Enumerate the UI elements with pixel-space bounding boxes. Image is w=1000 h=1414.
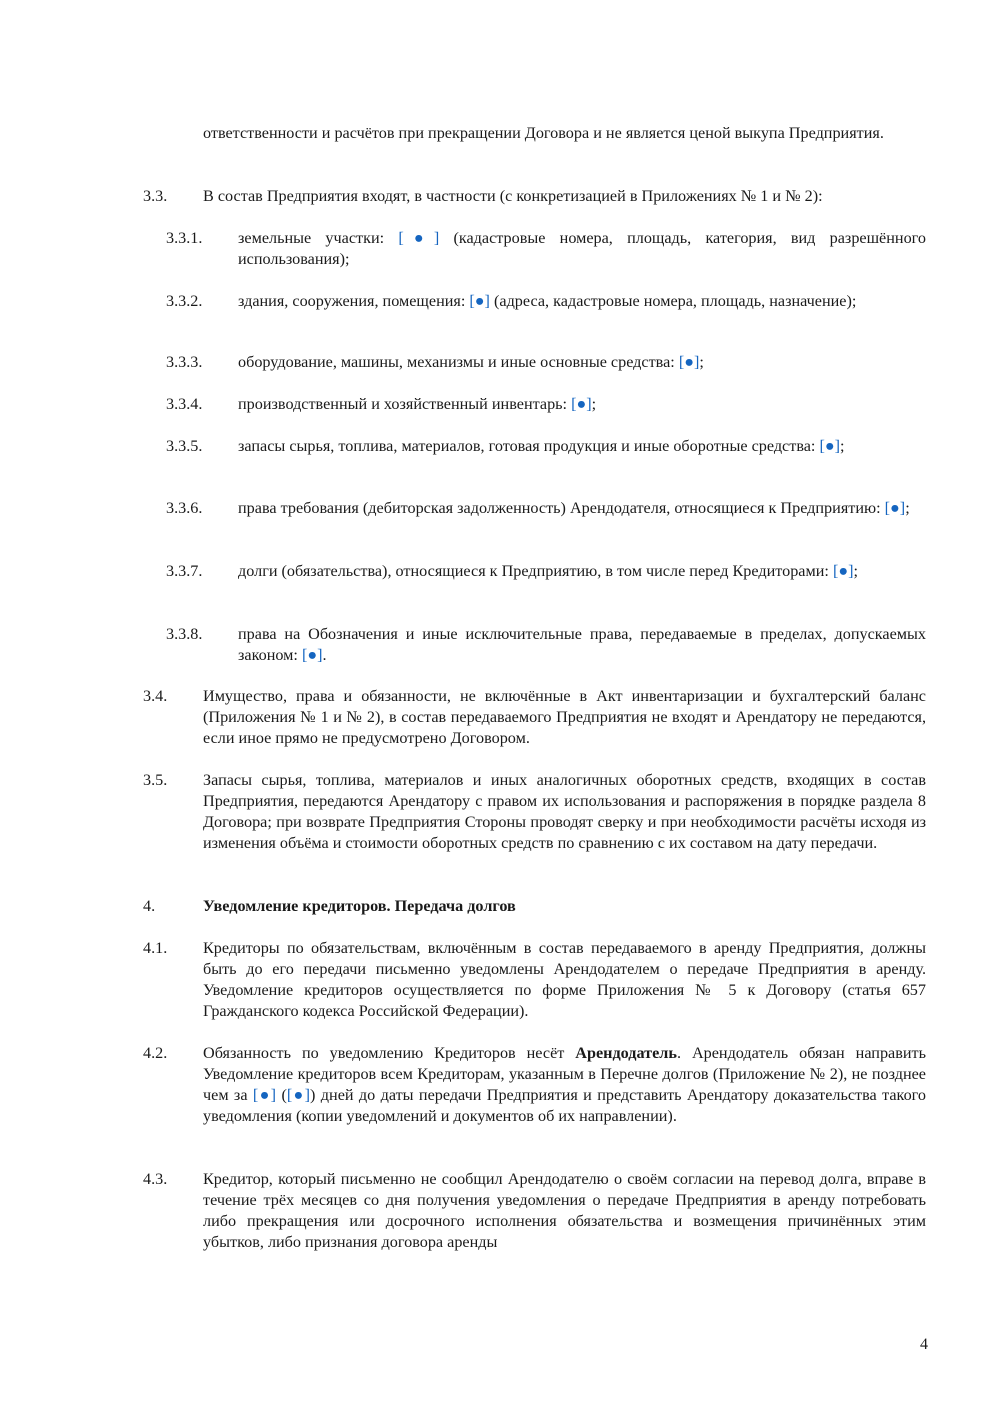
text-run: ( — [276, 1086, 287, 1104]
text-run: ; — [840, 437, 845, 455]
clause-3-3-1-text — [238, 228, 926, 270]
placeholder-marker: [●] — [398, 229, 440, 247]
continuation-paragraph: ответственности и расчётов при прекращении Договора и не является ценой выкупа Предприятия. — [203, 124, 884, 142]
text-run: ; — [853, 562, 858, 580]
text-run: здания, сооружения, помещения: — [238, 292, 470, 310]
clause-number: 3.5. — [143, 771, 168, 789]
clause-3-3-4-text — [238, 394, 926, 415]
text-run: ) дней до даты передачи Предприятия и представить Арендатору доказательства такого уведомления (копии уведомлений и документов об их направлении). — [203, 1086, 927, 1125]
clause-3-3-5-text — [238, 436, 926, 457]
placeholder-marker: [●] — [469, 292, 490, 310]
clause-number: 3.3.3. — [166, 353, 203, 371]
text-run: долги (обязательства), относящиеся к Предприятию, в том числе перед Кредиторами: — [238, 562, 833, 580]
clause-3-4-text: Имущество, права и обязанности, не включённые в Акт инвентаризации и бухгалтерский баланс (Приложения № 1 и № 2), в состав передаваемого Предприятия не входят и Арендатору не передаются, если иное прямо не предусмотрено Договором. — [203, 687, 926, 747]
clause-4-1-text: Кредиторы по обязательствам, включённым в состав передаваемого в аренду Предприятия, должны быть до его передачи письменно уведомлены Арендодателем о передаче Предприятия в аренду. Уведомление кредиторов осуществляется по форме Приложения № 5 к Договору (статья 657 Гражданского кодекса Российской Федерации). — [203, 939, 926, 1020]
clause-number: 4.3. — [143, 1170, 168, 1188]
text-run: (адреса, кадастровые номера, площадь, назначение); — [489, 292, 857, 310]
clause-3-3-text: В состав Предприятия входят, в частности (с конкретизацией в Приложениях № 1 и № 2): — [203, 187, 823, 205]
text-run: (кадастровые номера, площадь, категория, вид разрешённого использования); — [238, 229, 926, 268]
clause-number: 3.3.5. — [166, 437, 203, 455]
clause-number: 3.3. — [143, 187, 168, 205]
placeholder-marker: [●] — [832, 562, 854, 580]
section-4-title: Уведомление кредиторов. Передача долгов — [203, 897, 516, 915]
placeholder-marker: [●] — [252, 1086, 277, 1104]
clause-number: 4.2. — [143, 1044, 168, 1062]
text-run: . Арендодатель обязан направить Уведомление кредиторов всем Кредиторам, указанным в Перечне долгов (Приложение № 2), не позднее чем за — [203, 1044, 926, 1104]
placeholder-marker: [●] — [819, 437, 841, 455]
clause-3-3-6-text — [238, 498, 926, 519]
placeholder-marker: [●] — [571, 395, 592, 413]
text-run: оборудование, машины, механизмы и иные основные средства: — [238, 353, 679, 371]
text-run: ; — [591, 395, 597, 413]
placeholder-marker: [●] — [884, 499, 906, 517]
text-run: права на Обозначения и иные исключительные права, передаваемые в пределах, допускаемых законом: — [238, 625, 926, 664]
clause-number: 3.3.2. — [166, 292, 203, 310]
clause-number: 3.4. — [143, 687, 168, 705]
text-run: . — [322, 646, 327, 664]
clause-number: 3.3.4. — [166, 395, 203, 413]
clause-4-2-text — [203, 1043, 926, 1127]
placeholder-marker: [●] — [678, 353, 700, 371]
section-number: 4. — [143, 897, 156, 915]
clause-3-5-text: Запасы сырья, топлива, материалов и иных аналогичных оборотных средств, входящих в состав Предприятия, передаются Арендатору с правом их использования и распоряжения в порядке раздела 8 Договора; при возврате Предприятия Стороны проводят сверку и при необходимости расчёты исходя из изменения объёма и стоимости оборотных средств по сравнению с их составом на дату передачи. — [203, 771, 926, 852]
text-run: производственный и хозяйственный инвентарь: — [238, 395, 572, 413]
text-run: земельные участки: — [238, 229, 399, 247]
clause-3-3-3-text — [238, 352, 926, 373]
placeholder-marker: [●] — [286, 1086, 311, 1104]
page-number: 4 — [920, 1336, 928, 1353]
text-run: Обязанность по уведомлению Кредиторов несёт — [203, 1044, 576, 1062]
bold-term: Арендодатель — [575, 1044, 677, 1062]
clause-3-3-2-text — [238, 291, 926, 312]
clause-4-3-text: Кредитор, который письменно не сообщил Арендодателю о своём согласии на перевод долга, вправе в течение трёх месяцев со дня получения уведомления о передаче Предприятия в аренду потребовать либо прекращения или досрочного исполнения обязательства и возмещения причинённых этим убытков, либо признания договора аренды — [203, 1170, 926, 1251]
placeholder-marker: [●] — [301, 646, 323, 664]
text-run: ; — [905, 499, 910, 517]
text-run: запасы сырья, топлива, материалов, готовая продукция и иные оборотные средства: — [238, 437, 820, 455]
clause-3-3-7-text — [238, 561, 926, 582]
text-run: права требования (дебиторская задолженность) Арендодателя, относящиеся к Предприятию: — [238, 499, 885, 517]
clause-3-3-8-text — [238, 624, 926, 666]
clause-number: 3.3.6. — [166, 499, 203, 517]
clause-number: 4.1. — [143, 939, 168, 957]
clause-number: 3.3.1. — [166, 229, 203, 247]
clause-number: 3.3.7. — [166, 562, 203, 580]
text-run: ; — [699, 353, 704, 371]
clause-number: 3.3.8. — [166, 625, 203, 643]
